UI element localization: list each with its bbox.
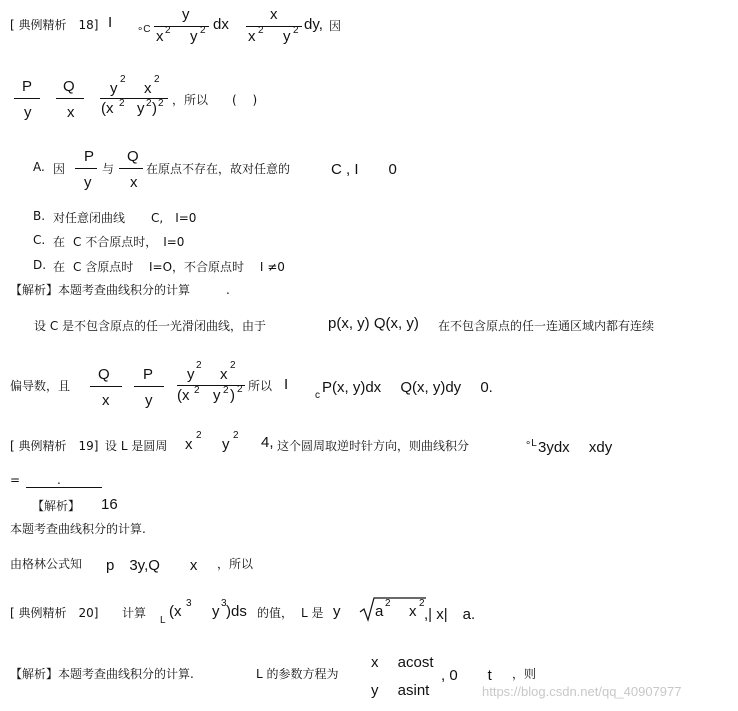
- ex19-topic: 本题考查曲线积分的计算.: [10, 522, 146, 536]
- integral-symbol-i: I: [108, 14, 113, 31]
- frac2-den-x: x: [248, 28, 256, 45]
- ex19-four: 4,: [261, 434, 274, 451]
- frac-bar: [177, 385, 245, 386]
- ex20-y-eq: y: [333, 603, 341, 620]
- big-num-y-2: y: [187, 366, 195, 383]
- option-d-label: D.: [33, 258, 47, 272]
- dy: dy,: [304, 16, 323, 33]
- frac-bar: [134, 386, 164, 387]
- text-suoyi: ，所以: [172, 93, 209, 107]
- sup: 2: [196, 430, 202, 441]
- ex20-param: L 的参数方程为: [256, 667, 339, 681]
- option-a-yu: 与: [102, 162, 115, 176]
- analysis-18-pian: 偏导数，且: [10, 379, 71, 393]
- x-partial: x: [67, 104, 75, 121]
- watermark: https://blog.csdn.net/qq_40907977: [482, 684, 682, 699]
- sup: 2: [230, 360, 236, 371]
- option-d-text: 在: [53, 260, 66, 274]
- ex19-pq: p 3y,Q x: [106, 557, 198, 574]
- big-den-close: ): [152, 100, 157, 117]
- analysis-18-lian: 在不包含原点的任一连通区域内都有连续: [438, 319, 655, 333]
- sup: 2: [158, 98, 164, 109]
- ex20-integral-ds: )ds: [226, 603, 247, 620]
- example-20-tag: [ 典例精析 20]: [10, 606, 99, 620]
- option-d-tail: C 含原点时 I=O，不合原点时 I ≠0: [73, 260, 285, 274]
- ex20-sys-1: x acost: [371, 654, 434, 671]
- sup: 2: [154, 74, 160, 85]
- sup: 2: [119, 98, 125, 109]
- analysis-18-suoyi: 所以: [248, 379, 273, 393]
- big-den-y: y: [137, 100, 145, 117]
- example-19-tag: [ 典例精析 19]: [10, 439, 99, 453]
- sup: 2: [237, 384, 243, 395]
- ex19-dot: .: [57, 473, 61, 487]
- sup: 2: [419, 598, 425, 609]
- ex19-y: y: [222, 436, 230, 453]
- ex20-cond: ,| x| a.: [424, 606, 476, 623]
- ex20-l-is: L 是: [301, 606, 324, 620]
- ex19-x: x: [185, 436, 193, 453]
- big-den: (x: [101, 100, 114, 117]
- sup: 2: [194, 385, 200, 396]
- analysis-20: 【解析】本题考查曲线积分的计算.: [10, 667, 194, 681]
- ex19-eq: =: [10, 473, 21, 487]
- option-b-tail: C, I=0: [151, 211, 197, 225]
- ex19-text2: 这个圆周取逆时针方向，则曲线积分: [277, 439, 470, 453]
- p-partial-2: P: [143, 366, 154, 383]
- frac1-den-y: y: [190, 28, 198, 45]
- ex20-integral-y: y: [212, 603, 220, 620]
- ex20-range: , 0 t: [441, 667, 492, 684]
- sup: 2: [223, 385, 229, 396]
- option-a-tail: C , I 0: [331, 161, 397, 178]
- sup: 2: [165, 25, 171, 36]
- ex19-integrand: 3ydx xdy: [538, 439, 613, 456]
- opt-a-y: y: [84, 174, 92, 191]
- sub-c: c: [315, 390, 320, 401]
- ex20-de: 的值，: [257, 606, 294, 620]
- option-b-text: 对任意闭曲线: [53, 211, 126, 225]
- sup: 2: [146, 98, 152, 109]
- frac2-numerator: x: [270, 6, 278, 23]
- big-num-x: x: [144, 80, 152, 97]
- frac-bar: [90, 386, 122, 387]
- p-partial: P: [22, 78, 33, 95]
- ex20-ze: ，则: [512, 667, 537, 681]
- sup: 2: [200, 25, 206, 36]
- analysis-18-pq: p(x, y) Q(x, y): [328, 315, 419, 332]
- frac-bar: [56, 98, 84, 99]
- frac-bar: [14, 98, 40, 99]
- ex19-green: 由格林公式知: [10, 557, 83, 571]
- ex19-text1: 设 L 是圆周: [105, 439, 168, 453]
- analysis-18-final: P(x, y)dx Q(x, y)dy 0.: [322, 379, 493, 396]
- answer-blank: ( ): [232, 93, 258, 107]
- sup: 2: [196, 360, 202, 371]
- big-den-2: (x: [177, 387, 190, 404]
- sup: 3: [221, 598, 227, 609]
- big-den-y-2: y: [213, 387, 221, 404]
- x-partial-2: x: [102, 392, 110, 409]
- frac-bar: [119, 168, 143, 169]
- frac-bar: [75, 168, 97, 169]
- analysis-19: 【解析】: [32, 499, 81, 513]
- ex20-sqrt-x: x: [409, 603, 417, 620]
- ex20-sys-2: y asint: [371, 682, 430, 699]
- opt-a-x: x: [130, 174, 138, 191]
- frac1-den-x: x: [156, 28, 164, 45]
- sup: 2: [233, 430, 239, 441]
- sub-l: L: [160, 615, 166, 626]
- ex20-integral: (x: [169, 603, 182, 620]
- sqrt-symbol-icon: [358, 596, 428, 622]
- ex19-answer: 16: [101, 496, 118, 513]
- q-partial: Q: [63, 78, 75, 95]
- sup: 2: [385, 598, 391, 609]
- example-18-tag: [ 典例精析 18]: [10, 18, 99, 32]
- closed-contour-c: ∘C: [137, 24, 151, 35]
- option-a-yin: 因: [53, 162, 66, 176]
- option-c-label: C.: [33, 233, 46, 247]
- answer-underline: [26, 487, 102, 488]
- y-partial-2: y: [145, 392, 153, 409]
- text-yin: 因: [329, 19, 342, 33]
- option-a-label: A.: [33, 160, 45, 174]
- q-partial-2: Q: [98, 366, 110, 383]
- big-num-y: y: [110, 80, 118, 97]
- option-c-tail: C 不合原点时， I=0: [73, 235, 185, 249]
- y-partial: y: [24, 104, 32, 121]
- dx: dx: [213, 16, 229, 33]
- analysis-18: 【解析】本题考查曲线积分的计算 .: [10, 283, 230, 297]
- sup: 2: [120, 74, 126, 85]
- opt-a-q: Q: [127, 148, 139, 165]
- closed-contour-l: ∘L: [525, 438, 537, 449]
- integral-symbol-i-2: I: [284, 376, 289, 393]
- option-a-text: 在原点不存在，故对任意的: [146, 162, 291, 176]
- opt-a-p: P: [84, 148, 95, 165]
- frac1-numerator: y: [182, 6, 190, 23]
- sup: 2: [293, 25, 299, 36]
- sup: 3: [186, 598, 192, 609]
- ex19-suoyi: ，所以: [217, 557, 254, 571]
- option-c-text: 在: [53, 235, 66, 249]
- option-b-label: B.: [33, 209, 46, 223]
- big-den-close-2: ): [230, 387, 235, 404]
- frac2-den-y: y: [283, 28, 291, 45]
- analysis-18-she: 设 C 是不包含原点的任一光滑闭曲线，由于: [34, 319, 267, 333]
- ex20-sqrt-a: a: [375, 603, 384, 620]
- big-num-x-2: x: [220, 366, 228, 383]
- ex20-jisuan: 计算: [122, 606, 147, 620]
- sup: 2: [258, 25, 264, 36]
